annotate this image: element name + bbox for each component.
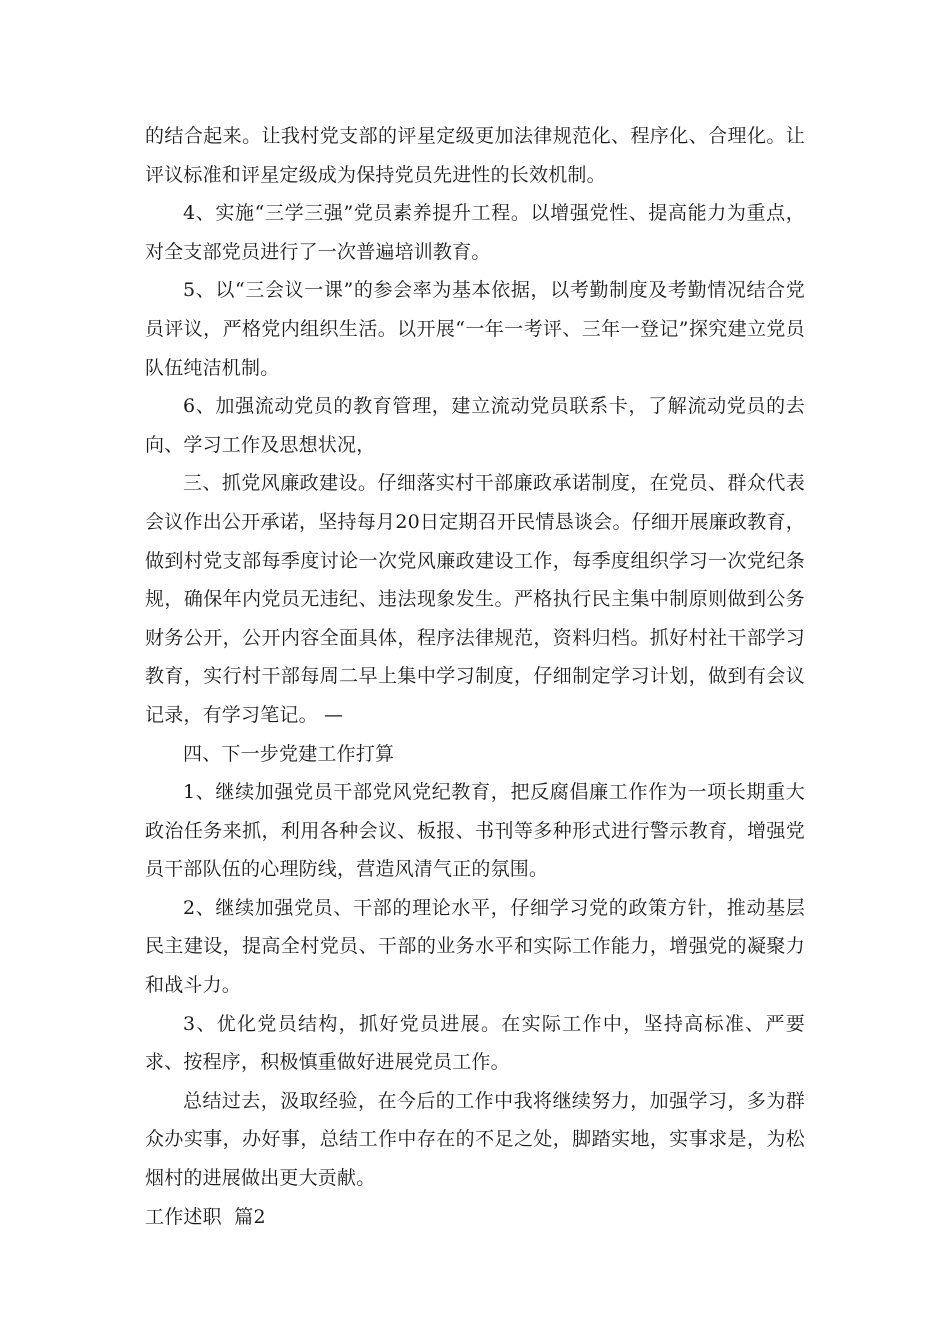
paragraph-9: 3、优化党员结构，抓好党员进展。在实际工作中，坚持高标准、严要求、按程序，积极慎重做好进展党员工作。: [145, 1012, 805, 1074]
paragraph-8: 2、继续加强党员、干部的理论水平，仔细学习党的政策方针，推动基层民主建设，提高全村党员、干部的业务水平和实际工作能力，增强党的凝聚力和战斗力。: [145, 896, 805, 997]
paragraph-5: 三、抓党风廉政建设。仔细落实村干部廉政承诺制度，在党员、群众代表会议作出公开承诺，坚持每月20日定期召开民情恳谈会。仔细开展廉政教育，做到村党支部每季度讨论一次党风廉政建设工作，每季度组织学习一次党纪条规，确保年内党员无违纪、违法现象发生。严格执行民主集中制原则做到公务财务公开，公开内容全面具体，程序法律规范，资料归档。抓好村社干部学习教育，实行村干部每周二早上集中学习制度，仔细制定学习计划，做到有会议记录，有学习笔记。 —: [145, 472, 805, 726]
paragraph-1: 的结合起来。让我村党支部的评星定级更加法律规范化、程序化、合理化。让评议标准和评星定级成为保持党员先进性的长效机制。: [145, 125, 805, 186]
paragraph-7: 1、继续加强党员干部党风党纪教育，把反腐倡廉工作作为一项长期重大政治任务来抓，利用各种会议、板报、书刊等多种形式进行警示教育，增强党员干部队伍的心理防线，营造风清气正的氛围。: [145, 781, 805, 881]
paragraph-3: 5、以“三会议一课”的参会率为基本依据，以考勤制度及考勤情况结合党员评议，严格党内组织生活。以开展“一年一考评、三年一登记”探究建立党员队伍纯洁机制。: [145, 279, 805, 379]
section-heading-next-steps: 四、下一步党建工作打算: [183, 742, 395, 765]
document-body: [145, 117, 805, 1236]
section-title: 工作述职 篇2: [145, 1205, 266, 1228]
paragraph-4: 6、加强流动党员的教育管理，建立流动党员联系卡，了解流动党员的去向、学习工作及思想状况，: [145, 395, 805, 456]
paragraph-2: 4、实施“三学三强”党员素养提升工程。以增强党性、提高能力为重点，对全支部党员进行了一次普遍培训教育。: [145, 202, 805, 263]
paragraph-10: 总结过去，汲取经验，在今后的工作中我将继续努力，加强学习，多为群众办实事，办好事，总结工作中存在的不足之处，脚踏实地，实事求是，为松烟村的进展做出更大贡献。: [145, 1089, 805, 1190]
